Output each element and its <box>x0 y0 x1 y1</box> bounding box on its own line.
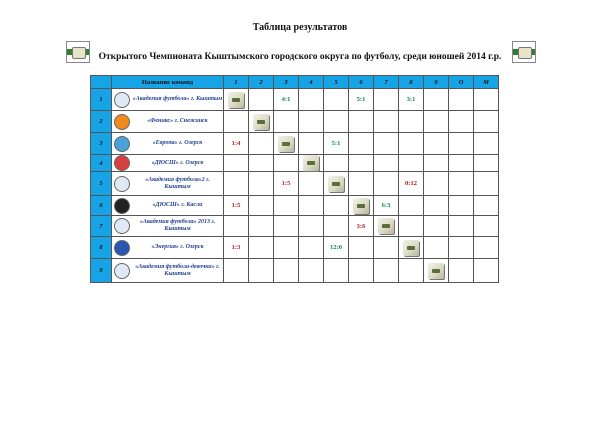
team-cell <box>112 216 224 237</box>
result-cell <box>224 172 249 196</box>
place-cell <box>474 172 499 196</box>
diagonal-picture-icon <box>253 114 269 130</box>
team-logo-icon <box>112 218 132 234</box>
col-header: 3 <box>274 76 299 89</box>
result-cell <box>274 259 299 283</box>
team-number: 8 <box>91 237 112 259</box>
team-name: «Феникс» г. Снежинск <box>147 118 208 124</box>
result-cell <box>299 172 324 196</box>
points-cell <box>449 196 474 216</box>
col-header: 2 <box>249 76 274 89</box>
result-cell <box>274 237 299 259</box>
table-row <box>91 196 499 216</box>
diagonal-cell <box>299 155 324 172</box>
diagonal-cell <box>249 111 274 133</box>
result-cell <box>274 172 299 196</box>
result-cell <box>349 172 374 196</box>
team-logo-icon <box>112 198 132 214</box>
team-number: 7 <box>91 216 112 237</box>
team-cell <box>112 196 224 216</box>
header-row <box>91 76 499 89</box>
diagonal-picture-icon <box>403 240 419 256</box>
col-header: 9 <box>424 76 449 89</box>
score: 1:3 <box>231 244 241 251</box>
team-logo-icon <box>112 92 132 108</box>
result-cell <box>224 216 249 237</box>
result-cell <box>274 216 299 237</box>
result-cell <box>299 237 324 259</box>
result-cell <box>374 259 399 283</box>
team-name-header: Название команд <box>112 76 224 89</box>
place-cell <box>474 259 499 283</box>
diagonal-cell <box>374 216 399 237</box>
points-cell <box>449 216 474 237</box>
team-name: «Энергия» г. Озерск <box>151 244 204 250</box>
score: 1:5 <box>281 180 291 187</box>
result-cell <box>374 237 399 259</box>
result-cell <box>224 237 249 259</box>
team-cell <box>112 155 224 172</box>
result-cell <box>374 133 399 155</box>
result-cell <box>274 155 299 172</box>
result-cell <box>374 155 399 172</box>
team-logo-icon <box>112 240 132 256</box>
diagonal-picture-icon <box>278 136 294 152</box>
place-header: М <box>474 76 499 89</box>
col-header: 6 <box>349 76 374 89</box>
place-cell <box>474 111 499 133</box>
team-number: 1 <box>91 89 112 111</box>
points-cell <box>449 111 474 133</box>
result-cell <box>399 133 424 155</box>
team-logo-icon <box>112 176 132 192</box>
diagonal-picture-icon <box>353 198 369 214</box>
result-cell <box>274 196 299 216</box>
place-cell <box>474 133 499 155</box>
result-cell <box>374 172 399 196</box>
team-name: «Академия футбола» 2013 г. Кыштым <box>139 219 216 232</box>
diagonal-cell <box>224 89 249 111</box>
result-cell <box>399 216 424 237</box>
result-cell <box>424 111 449 133</box>
diagonal-cell <box>274 133 299 155</box>
result-cell <box>299 89 324 111</box>
flag-emblem-icon <box>512 41 536 63</box>
team-number: 4 <box>91 155 112 172</box>
result-cell <box>224 259 249 283</box>
team-cell <box>112 237 224 259</box>
diagonal-cell <box>399 237 424 259</box>
result-cell <box>299 111 324 133</box>
diagonal-picture-icon <box>328 176 344 192</box>
result-cell <box>424 172 449 196</box>
page-title: Таблица результатов <box>252 22 348 33</box>
result-cell <box>399 155 424 172</box>
results-table <box>90 75 499 283</box>
result-cell <box>324 155 349 172</box>
result-cell <box>324 111 349 133</box>
table-row <box>91 172 499 196</box>
team-name: «Академия футбола» г. Кыштым <box>132 96 223 102</box>
result-cell <box>399 111 424 133</box>
result-cell <box>424 155 449 172</box>
table-row <box>91 237 499 259</box>
result-cell <box>424 133 449 155</box>
result-cell <box>324 133 349 155</box>
table-row <box>91 259 499 283</box>
result-cell <box>374 196 399 216</box>
page-subtitle: Открытого Чемпионата Кыштымского городского округа по футболу, среди юношей 2014 г.р. <box>98 52 502 62</box>
team-logo-icon <box>112 136 132 152</box>
points-cell <box>449 172 474 196</box>
place-cell <box>474 237 499 259</box>
result-cell <box>399 196 424 216</box>
score: 1:5 <box>231 202 241 209</box>
result-cell <box>299 133 324 155</box>
result-cell <box>424 237 449 259</box>
result-cell <box>324 259 349 283</box>
result-cell <box>349 259 374 283</box>
result-cell <box>349 237 374 259</box>
col-header: 8 <box>399 76 424 89</box>
table-row <box>91 155 499 172</box>
result-cell <box>274 111 299 133</box>
number-header <box>91 76 112 89</box>
result-cell <box>349 111 374 133</box>
points-cell <box>449 237 474 259</box>
score: 0:12 <box>405 180 417 187</box>
team-name: «Академия футбола-девочки» г. Кыштым <box>135 263 220 277</box>
result-cell <box>399 89 424 111</box>
team-number: 2 <box>91 111 112 133</box>
score: 3:1 <box>406 96 416 103</box>
result-cell <box>249 196 274 216</box>
result-cell <box>249 172 274 196</box>
table-row <box>91 133 499 155</box>
team-logo-icon <box>112 263 132 279</box>
result-cell <box>224 111 249 133</box>
result-cell <box>299 216 324 237</box>
team-name: «ДЮСШ» г. Касли <box>152 202 203 208</box>
result-cell <box>324 196 349 216</box>
points-header: О <box>449 76 474 89</box>
points-cell <box>449 155 474 172</box>
result-cell <box>249 89 274 111</box>
result-cell <box>249 237 274 259</box>
result-cell <box>249 155 274 172</box>
result-cell <box>349 216 374 237</box>
table-row <box>91 89 499 111</box>
team-cell <box>112 111 224 133</box>
result-cell <box>424 216 449 237</box>
result-cell <box>424 89 449 111</box>
result-cell <box>349 133 374 155</box>
result-cell <box>424 196 449 216</box>
result-cell <box>274 89 299 111</box>
score: 1:4 <box>231 140 241 147</box>
diagonal-cell <box>349 196 374 216</box>
score: 12:0 <box>330 244 342 251</box>
team-cell <box>112 172 224 196</box>
place-cell <box>474 196 499 216</box>
score: 5:1 <box>356 96 366 103</box>
result-cell <box>374 89 399 111</box>
diagonal-picture-icon <box>378 218 394 234</box>
place-cell <box>474 89 499 111</box>
team-number: 3 <box>91 133 112 155</box>
diagonal-picture-icon <box>228 92 244 108</box>
diagonal-picture-icon <box>303 155 319 171</box>
result-cell <box>324 237 349 259</box>
col-header: 7 <box>374 76 399 89</box>
team-cell <box>112 89 224 111</box>
team-number: 6 <box>91 196 112 216</box>
result-cell <box>249 133 274 155</box>
team-logo-icon <box>112 155 132 171</box>
score: 4:1 <box>281 96 291 103</box>
points-cell <box>449 133 474 155</box>
team-logo-icon <box>112 114 132 130</box>
result-cell <box>324 89 349 111</box>
diagonal-picture-icon <box>428 263 444 279</box>
team-name: «Академия футбола»2 г. Кыштым <box>145 176 210 190</box>
score: 3:6 <box>356 222 366 230</box>
result-cell <box>224 196 249 216</box>
result-cell <box>224 155 249 172</box>
result-cell <box>349 155 374 172</box>
score: 5:1 <box>331 140 341 147</box>
table-row <box>91 216 499 237</box>
result-cell <box>224 133 249 155</box>
result-cell <box>249 259 274 283</box>
diagonal-cell <box>424 259 449 283</box>
team-cell <box>112 133 224 155</box>
result-cell <box>299 196 324 216</box>
table-row <box>91 111 499 133</box>
diagonal-cell <box>324 172 349 196</box>
team-cell <box>112 259 224 283</box>
place-cell <box>474 155 499 172</box>
team-name: «ДЮСШ» г. Озерск <box>151 159 204 166</box>
col-header: 5 <box>324 76 349 89</box>
result-cell <box>299 259 324 283</box>
team-number: 9 <box>91 259 112 283</box>
col-header: 4 <box>299 76 324 89</box>
team-number: 5 <box>91 172 112 196</box>
col-header: 1 <box>224 76 249 89</box>
score: 6:3 <box>381 202 391 209</box>
points-cell <box>449 259 474 283</box>
result-cell <box>349 89 374 111</box>
result-cell <box>324 216 349 237</box>
points-cell <box>449 89 474 111</box>
result-cell <box>374 111 399 133</box>
result-cell <box>249 216 274 237</box>
place-cell <box>474 216 499 237</box>
result-cell <box>399 172 424 196</box>
team-name: «Европа» г. Озерск <box>152 140 203 146</box>
result-cell <box>399 259 424 283</box>
